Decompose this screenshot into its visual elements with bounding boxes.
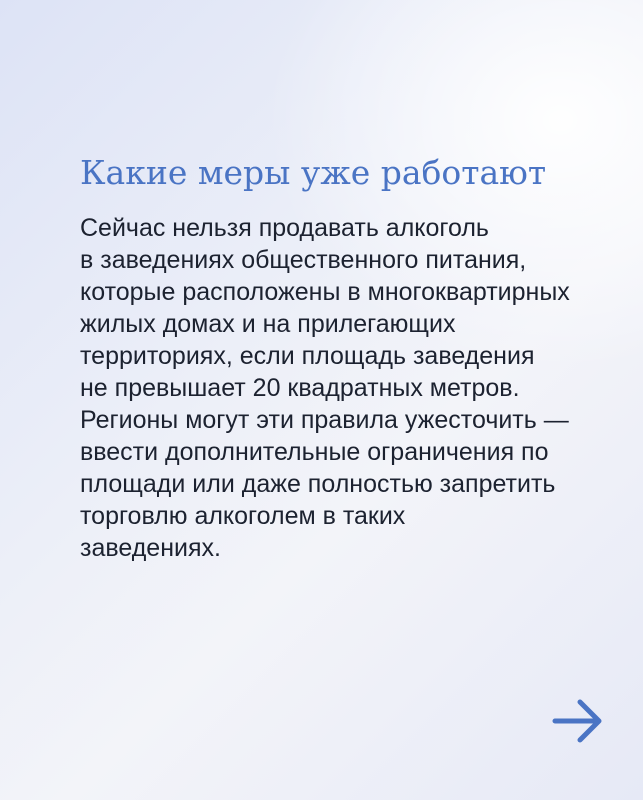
body-line: заведениях. [80,534,221,562]
next-slide-button[interactable] [550,696,606,746]
body-line: ввести дополнительные ограничения по [80,438,549,466]
body-line: торговлю алкоголем в таких [80,502,406,530]
body-line: площади или даже полностью запретить [80,470,556,498]
card-title: Какие меры уже работают [80,153,547,192]
body-line: территориях, если площадь заведения [80,342,535,370]
arrow-right-icon [550,696,606,746]
body-line: жилых домах и на прилегающих [80,310,456,338]
card-body [80,212,620,564]
body-line: Регионы могут эти правила ужесточить — [80,406,569,434]
body-line: которые расположены в многоквартирных [80,278,570,306]
body-line: Сейчас нельзя продавать алкоголь [80,214,489,242]
body-line: не превышает 20 квадратных метров. [80,374,520,402]
body-line: в заведениях общественного питания, [80,246,527,274]
